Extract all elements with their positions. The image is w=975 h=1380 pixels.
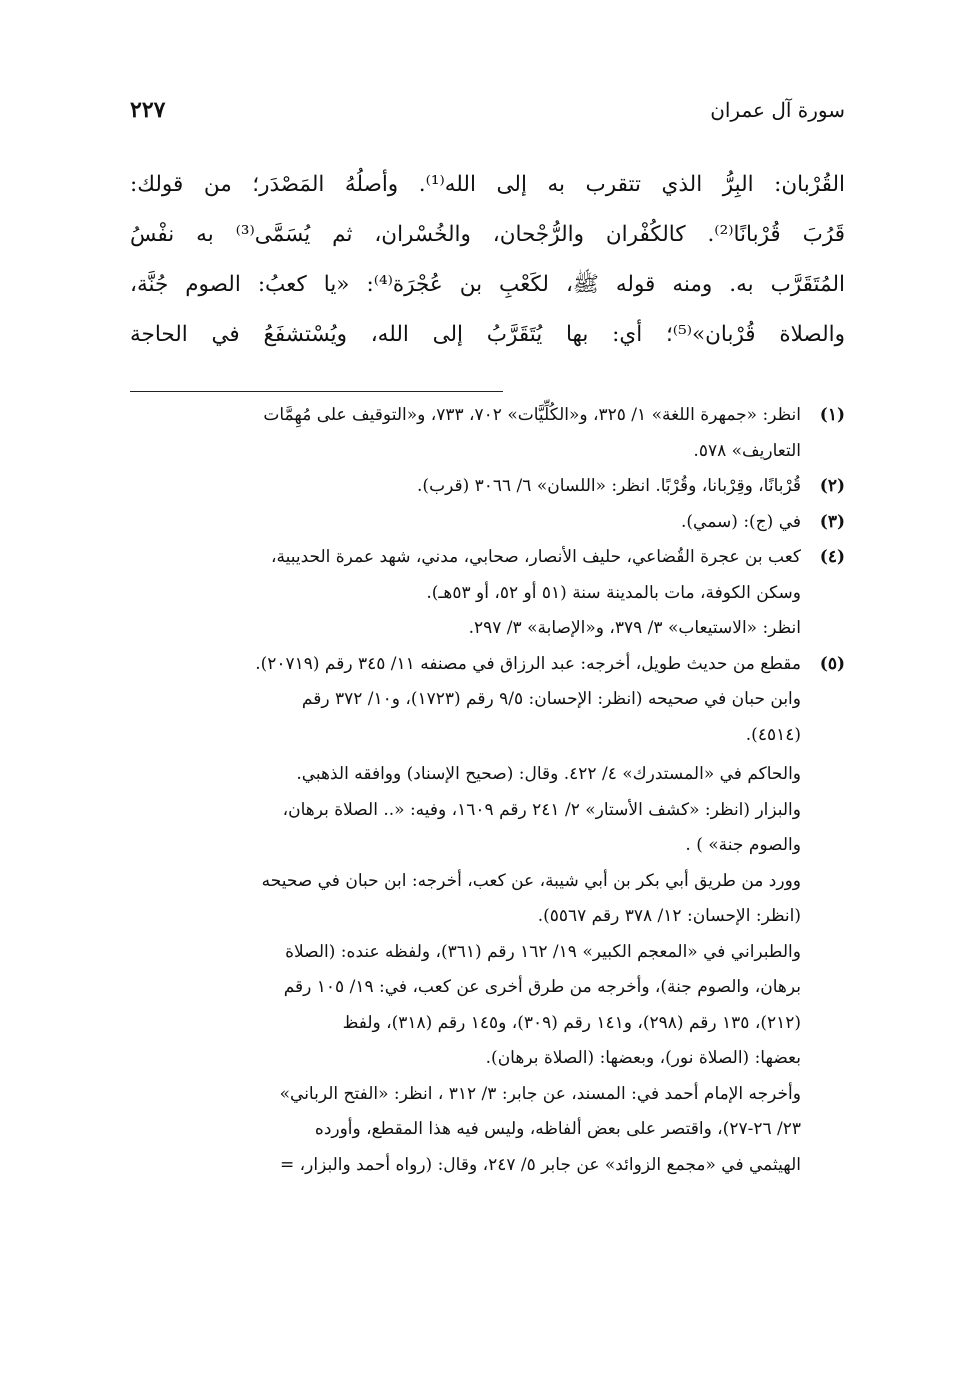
footnote-paragraph (130, 793, 801, 864)
footnote-line: ٢٣/ ٢٦-٢٧)، واقتصر على بعض ألفاظه، وليس فيه هذا المقطع، وأورده (314, 1119, 801, 1139)
footnote-3 (130, 505, 845, 541)
footnote-line: (٤٥١٤). (745, 724, 801, 745)
footnote-line: (انظر: الإحسان: ١٢/ ٣٧٨ رقم ٥٥٦٧). (537, 906, 801, 926)
page-header (130, 92, 845, 128)
surah-title: سورة آل عمران (710, 98, 845, 122)
main-text-line: والصلاة قُرْبان»⁽⁵⁾؛ أي: بها يُتَقَرَّبُ إلى الله، ويُسْتشفَعُ في الحاجة (130, 322, 845, 347)
footnote-paragraph (130, 757, 801, 793)
footnote-line: بعضها: (الصلاة نور)، وبعضها: (الصلاة برهان). (485, 1048, 801, 1068)
main-text-line: المُتَقَرَّب به. ومنه قوله ﷺ، لكَعْبِ بن عُجْرَة⁽⁴⁾: «يا كعبُ: الصوم جُنَّة، (130, 272, 845, 297)
footnote-line: وأخرجه الإمام أحمد في: المسند، عن جابر: ٣/ ٣١٢ ، انظر: «الفتح الرباني» (279, 1083, 801, 1104)
page-number: ٢٢٧ (130, 97, 166, 123)
footnote-line: مقطع من حديث طويل، أخرجه: عبد الرزاق في مصنفه ١١/ ٣٤٥ رقم (٢٠٧١٩). (255, 653, 801, 674)
footnote-line: والطبراني في «المعجم الكبير» ١٩/ ١٦٢ رقم (٣٦١)، ولفظه عنده: (الصلاة (285, 941, 801, 962)
footnote-line: وابن حبان في صحيحه (انظر: الإحسان: ٩/٥ رقم (١٧٢٣)، و١٠/ ٣٧٢ رقم (301, 689, 801, 709)
footnote-line: وسكن الكوفة، مات بالمدينة سنة (٥١ أو ٥٢، أو ٥٣هـ). (426, 582, 801, 603)
footnote-number: (٤) (819, 547, 845, 567)
footnote-paragraph (130, 935, 801, 1077)
footnote-paragraph (130, 864, 801, 935)
footnote-number: (٥) (819, 653, 845, 674)
footnote-paragraph (130, 1077, 801, 1184)
main-text (130, 160, 845, 360)
footnote-line: والصوم جنة» ) . (685, 835, 801, 855)
main-text-line: قَرُبَ قُرْبانًا⁽²⁾. كالكُفْران والرُّجْحان، والخُسْران، ثم يُسَمَّى⁽³⁾ به نفْسُ (130, 222, 845, 247)
footnote-line: قُرْبانًا، وقِرْبانا، وقُرْبًا. انظر: «اللسان» ٦/ ٣٠٦٦ (قرب). (417, 476, 801, 496)
footnote-line: انظر: «جمهرة اللغة» ١/ ٣٢٥، و«الكُلِّيَّات» ٧٠٢، ٧٣٣، و«التوقيف على مُهِمَّات (263, 405, 801, 425)
footnote-5-continuation (130, 753, 845, 1183)
footnotes (130, 398, 845, 1183)
footnote-line: انظر: «الاستيعاب» ٣/ ٣٧٩، و«الإصابة» ٣/ ٢٩٧. (468, 618, 801, 638)
footnote-line: والحاكم في «المستدرك» ٤/ ٤٢٢. وقال: (صحيح الإسناد) ووافقه الذهبي. (296, 764, 801, 784)
footnote-line: (٢١٢)، ١٣٥ رقم (٢٩٨)، و١٤١ رقم (٣٠٩)، و١٤٥ رقم (٣١٨)، ولفظ (342, 1012, 801, 1033)
footnote-line: وورد من طريق أبي بكر بن أبي شيبة، عن كعب، أخرجه: ابن حبان في صحيحه (261, 870, 801, 891)
footnote-line: الهيثمي في «مجمع الزوائد» عن جابر ٥/ ٢٤٧، وقال: (رواه أحمد والبزار، = (280, 1154, 801, 1175)
footnote-number: (٢) (819, 476, 845, 496)
footnote-number: (٣) (819, 511, 845, 532)
footnote-line: كعب بن عجرة القُضاعي، حليف الأنصار، صحابي، مدني، شهد عمرة الحديبية، (270, 547, 801, 567)
footnote-number: (١) (819, 405, 845, 425)
footnote-line: برهان، والصوم جنة)، وأخرجه من طرق أخرى عن كعب، في: ١٩/ ١٠٥ رقم (283, 977, 801, 997)
footnote-4 (130, 540, 845, 647)
main-text-line: القُرْبان: البِرُّ الذي تتقرب به إلى الله⁽¹⁾. وأصلُهُ المَصْدَر؛ من قولك: (130, 172, 845, 197)
footnote-separator (130, 391, 503, 392)
footnote-1 (130, 398, 845, 469)
footnote-line: في (ج): (سمي). (681, 511, 801, 532)
footnote-line: التعاريف» ٥٧٨. (693, 440, 801, 461)
footnote-line: والبزار (انظر: «كشف الأستار» ٢/ ٢٤١ رقم ١٦٠٩، وفيه: «.. الصلاة برهان، (282, 799, 801, 820)
footnote-2 (130, 469, 845, 505)
footnote-5 (130, 647, 845, 754)
